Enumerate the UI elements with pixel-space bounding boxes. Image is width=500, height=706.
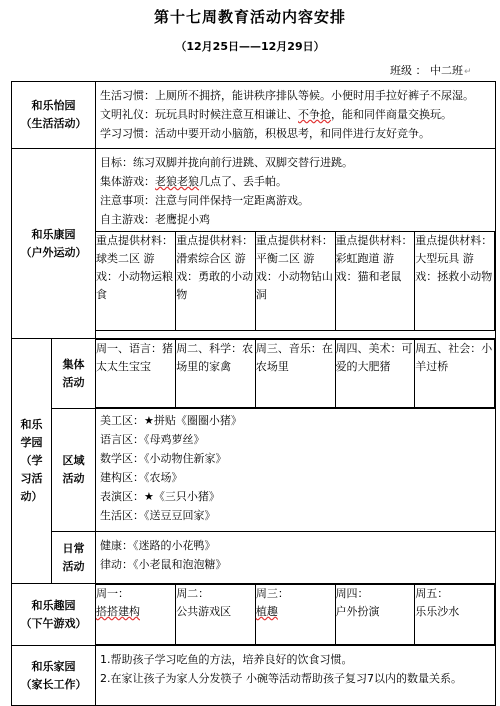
date-range: （12月25日——12月29日） [175, 40, 325, 53]
cell-daily-activity [96, 532, 496, 584]
row-life [12, 82, 496, 149]
area-line: 生活区：《送豆豆回家》 [100, 509, 216, 522]
material-item: 重点提供材料：平衡二区 游戏：小动物钻山洞 [255, 232, 335, 331]
cell-outdoor-content [96, 149, 496, 339]
label-life: 和乐怡园 （生活活动） [12, 82, 96, 149]
row-learning-daily [12, 532, 496, 584]
label-outdoor: 和乐康园 （户外运动） [12, 149, 96, 339]
class-label: 班级 ： 中二班↵ [390, 64, 472, 77]
daily-line: 律动：《小老鼠和泡泡糖》 [100, 558, 227, 571]
life-line: 文明礼仪：玩玩具时时候注意互相谦让、不争抢，能和同伴商量交换玩。 [100, 108, 452, 121]
materials-table [96, 231, 495, 331]
group-activity-item: 周二、科学：农场里的家禽 [176, 340, 256, 408]
afternoon-item: 周一： 搭搭建构 [96, 585, 176, 645]
cell-area-activity [96, 409, 496, 532]
row-learning-group [12, 339, 496, 409]
row-afternoon [12, 584, 496, 646]
label-home: 和乐家园 （家长工作） [12, 646, 96, 706]
cell-afternoon [96, 584, 496, 646]
cell-group-activity [96, 339, 496, 409]
label-learning: 和乐 学园 （学 习活 动） [12, 339, 52, 584]
row-learning-area [12, 409, 496, 532]
label-area-activity: 区域 活动 [52, 409, 96, 532]
afternoon-item: 周五： 乐乐沙水 [415, 585, 495, 645]
label-afternoon: 和乐趣园 （下午游戏） [12, 584, 96, 646]
group-activity-item: 周四、美术：可爱的大肥猪 [335, 340, 415, 408]
page-title: 第十七周教育活动内容安排 [153, 8, 346, 26]
area-line: 语言区：《母鸡萝丝》 [100, 433, 205, 446]
group-activity-item: 周一、语言：猪太太生宝宝 [96, 340, 176, 408]
label-group-activity: 集体 活动 [52, 339, 96, 409]
schedule-table [11, 81, 496, 706]
outdoor-line: 注意事项：注意与同伴保持一定距离游戏。 [100, 194, 309, 207]
group-activity-item: 周五、社会：小羊过桥 [415, 340, 495, 408]
label-daily-activity: 日常 活动 [52, 532, 96, 584]
area-line: 美工区：★拼贴《圈圈小猪》 [100, 414, 242, 427]
area-line: 建构区：《农场》 [100, 471, 183, 484]
material-item: 重点提供材料：滑索综合区 游戏：勇敢的小动物 [176, 232, 256, 331]
area-line: 表演区：★《三只小猪》 [100, 490, 220, 503]
afternoon-item: 周四： 户外扮演 [335, 585, 415, 645]
afternoon-item: 周三： 植趣 [255, 585, 335, 645]
life-line: 生活习惯：上厕所不拥挤，能讲秩序排队等候。小便时用手拉好裤子不尿湿。 [100, 89, 474, 102]
outdoor-line: 自主游戏：老鹰捉小鸡 [100, 213, 210, 226]
row-outdoor [12, 149, 496, 339]
material-item: 重点提供材料：球类二区 游戏：小动物运粮食 [96, 232, 176, 331]
row-home [12, 646, 496, 706]
group-activity-item: 周三、音乐：在农场里 [255, 340, 335, 408]
area-line: 数学区：《小动物住新家》 [100, 452, 227, 465]
outdoor-line: 目标：练习双脚并拢向前行进跳、双脚交替行进跳。 [100, 156, 353, 169]
cell-home [96, 646, 496, 706]
cell-life-content [96, 82, 496, 149]
home-line: 1.帮助孩子学习吃鱼的方法，培养良好的饮食习惯。 [100, 653, 353, 666]
daily-line: 健康：《迷路的小花鸭》 [100, 539, 216, 552]
paragraph-mark-icon: ↵ [464, 67, 472, 77]
outdoor-line: 集体游戏：老狼老狼几点了、丢手帕。 [100, 175, 287, 188]
life-line: 学习习惯：活动中要开动小脑筋，积极思考，和同伴进行友好竞争。 [100, 127, 430, 140]
material-item: 重点提供材料：彩虹跑道 游戏：猫和老鼠 [335, 232, 415, 331]
afternoon-item: 周二： 公共游戏区 [176, 585, 256, 645]
material-item: 重点提供材料：大型玩具 游戏：拯救小动物 [415, 232, 495, 331]
home-line: 2.在家让孩子为家人分发筷子 小碗等活动帮助孩子复习7以内的数量关系。 [100, 672, 462, 685]
